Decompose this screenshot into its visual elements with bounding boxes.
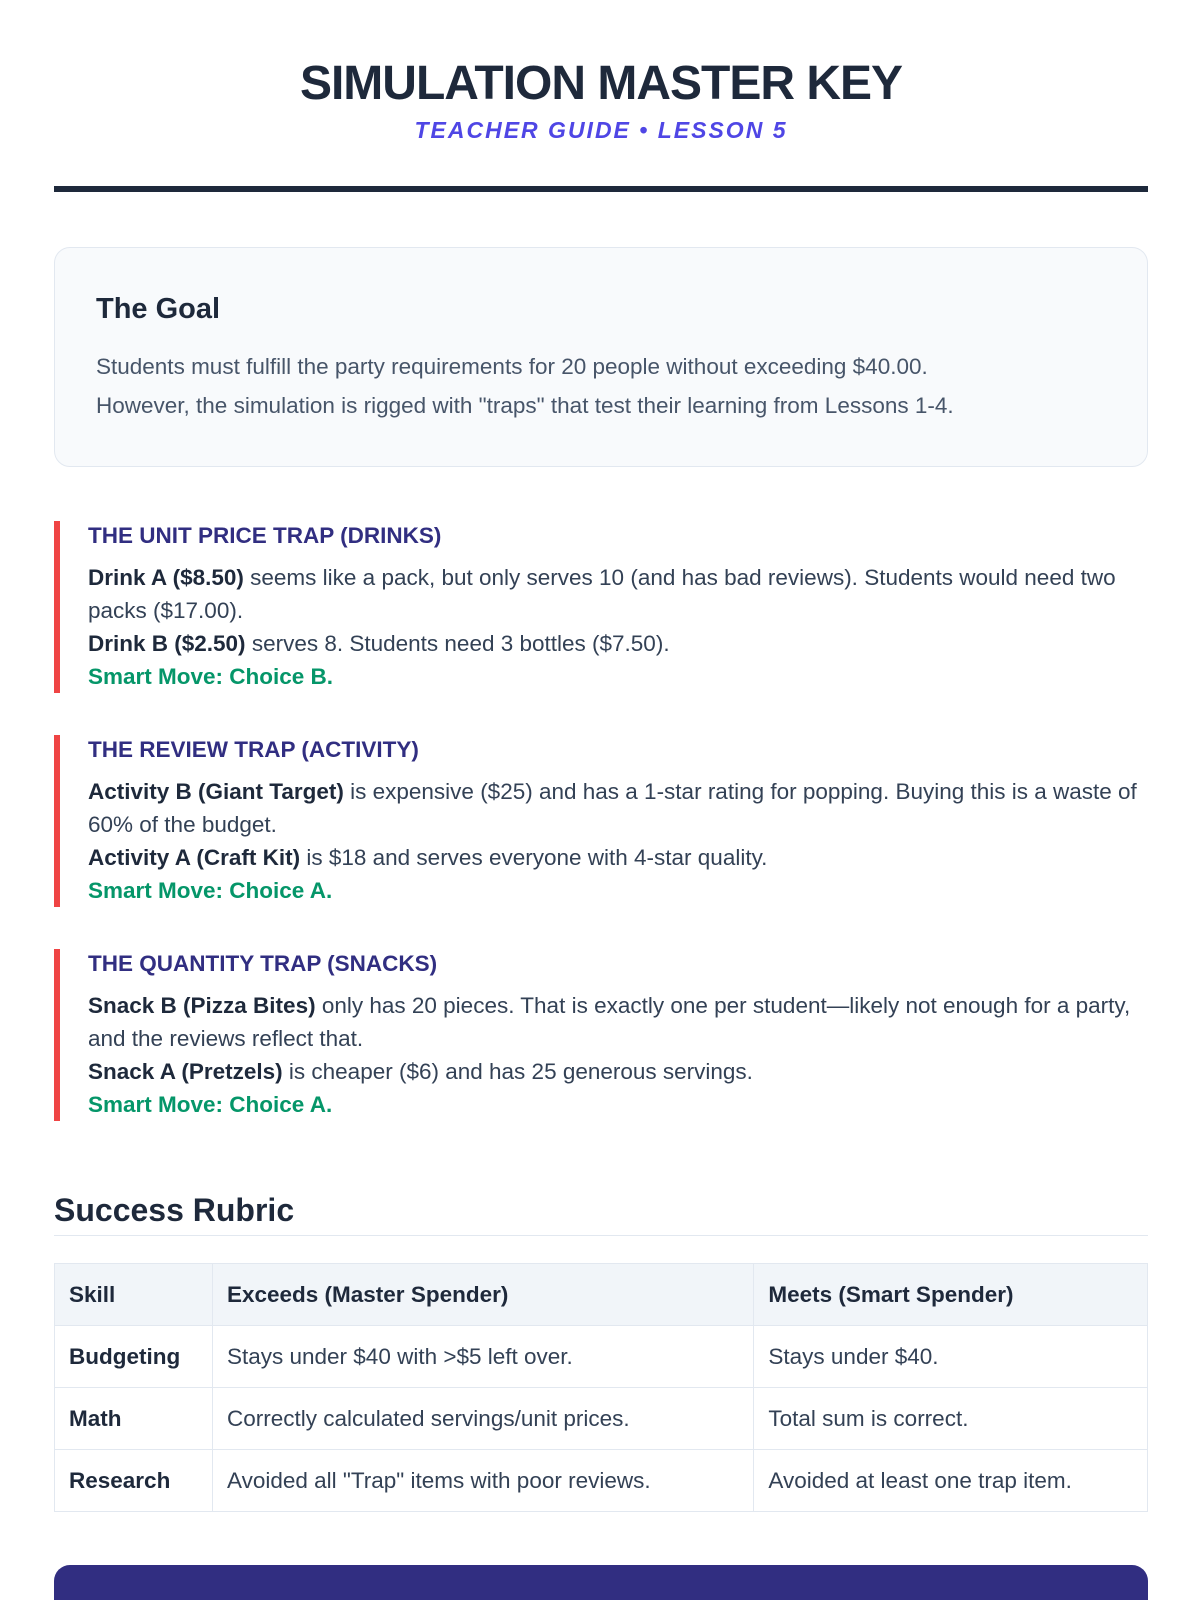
page-title: SIMULATION MASTER KEY [299,57,903,110]
column-header-exceeds: Exceeds (Master Spender) [212,1264,753,1326]
header-divider [54,186,1148,192]
goal-text [96,347,1106,425]
rubric-divider [54,1235,1148,1236]
trap-title: THE QUANTITY TRAP (SNACKS) [88,951,438,976]
trap-item-desc: seems like a pack, but only serves 10 (and has bad reviews). Students would need two packs ($17.00). [88,565,1116,623]
trap-item-name: Drink A ($8.50) [88,565,244,590]
trap-title: THE UNIT PRICE TRAP (DRINKS) [88,523,442,548]
column-header-meets: Meets (Smart Spender) [754,1264,1148,1326]
goal-text-line-2: However, the simulation is rigged with "traps" that test their learning from Lessons 1-4. [96,393,954,418]
table-row [55,1388,1148,1450]
trap-detail-2 [88,1055,1148,1088]
trap-detail-1 [88,561,1148,627]
trap-card-drinks [54,521,1148,693]
trap-card-snacks [54,949,1148,1121]
meets-cell: Total sum is correct. [754,1388,1148,1450]
table-header-row [55,1264,1148,1326]
skill-cell: Math [55,1388,213,1450]
rubric-title: Success Rubric [54,1192,295,1228]
exceeds-cell: Correctly calculated servings/unit prices. [212,1388,753,1450]
trap-item-name: Activity B (Giant Target) [88,779,344,804]
meets-cell: Avoided at least one trap item. [754,1450,1148,1512]
trap-detail-2 [88,627,1148,660]
skill-cell: Budgeting [55,1326,213,1388]
trap-title: THE REVIEW TRAP (ACTIVITY) [88,737,419,762]
column-header-skill: Skill [55,1264,213,1326]
rubric-table [54,1263,1148,1512]
table-row [55,1450,1148,1512]
page-subtitle: TEACHER GUIDE • LESSON 5 [414,117,788,143]
exceeds-cell: Avoided all "Trap" items with poor reviews. [212,1450,753,1512]
trap-detail-2 [88,841,1148,874]
trap-item-desc: is expensive ($25) and has a 1-star rating for popping. Buying this is a waste of 60% of the budget. [88,779,1137,837]
trap-item-desc: only has 20 pieces. That is exactly one per student—likely not enough for a party, and the reviews reflect that. [88,993,1131,1051]
smart-move: Smart Move: Choice A. [88,1092,333,1117]
smart-move: Smart Move: Choice B. [88,664,334,689]
goal-text-line-1: Students must fulfill the party requirements for 20 people without exceeding $40.00. [96,354,928,379]
table-row [55,1326,1148,1388]
trap-card-activity [54,735,1148,907]
footer-banner [54,1565,1148,1600]
goal-card [54,247,1148,467]
trap-item-name: Snack B (Pizza Bites) [88,993,316,1018]
trap-item-desc: serves 8. Students need 3 bottles ($7.50). [245,631,670,656]
trap-item-name: Snack A (Pretzels) [88,1059,283,1084]
smart-move: Smart Move: Choice A. [88,878,333,903]
trap-detail-1 [88,775,1148,841]
trap-item-desc: is $18 and serves everyone with 4-star quality. [300,845,768,870]
meets-cell: Stays under $40. [754,1326,1148,1388]
trap-detail-1 [88,989,1148,1055]
trap-item-name: Activity A (Craft Kit) [88,845,301,870]
goal-title: The Goal [96,293,221,325]
skill-cell: Research [55,1450,213,1512]
trap-item-name: Drink B ($2.50) [88,631,246,656]
trap-item-desc: is cheaper ($6) and has 25 generous servings. [282,1059,753,1084]
exceeds-cell: Stays under $40 with >$5 left over. [212,1326,753,1388]
